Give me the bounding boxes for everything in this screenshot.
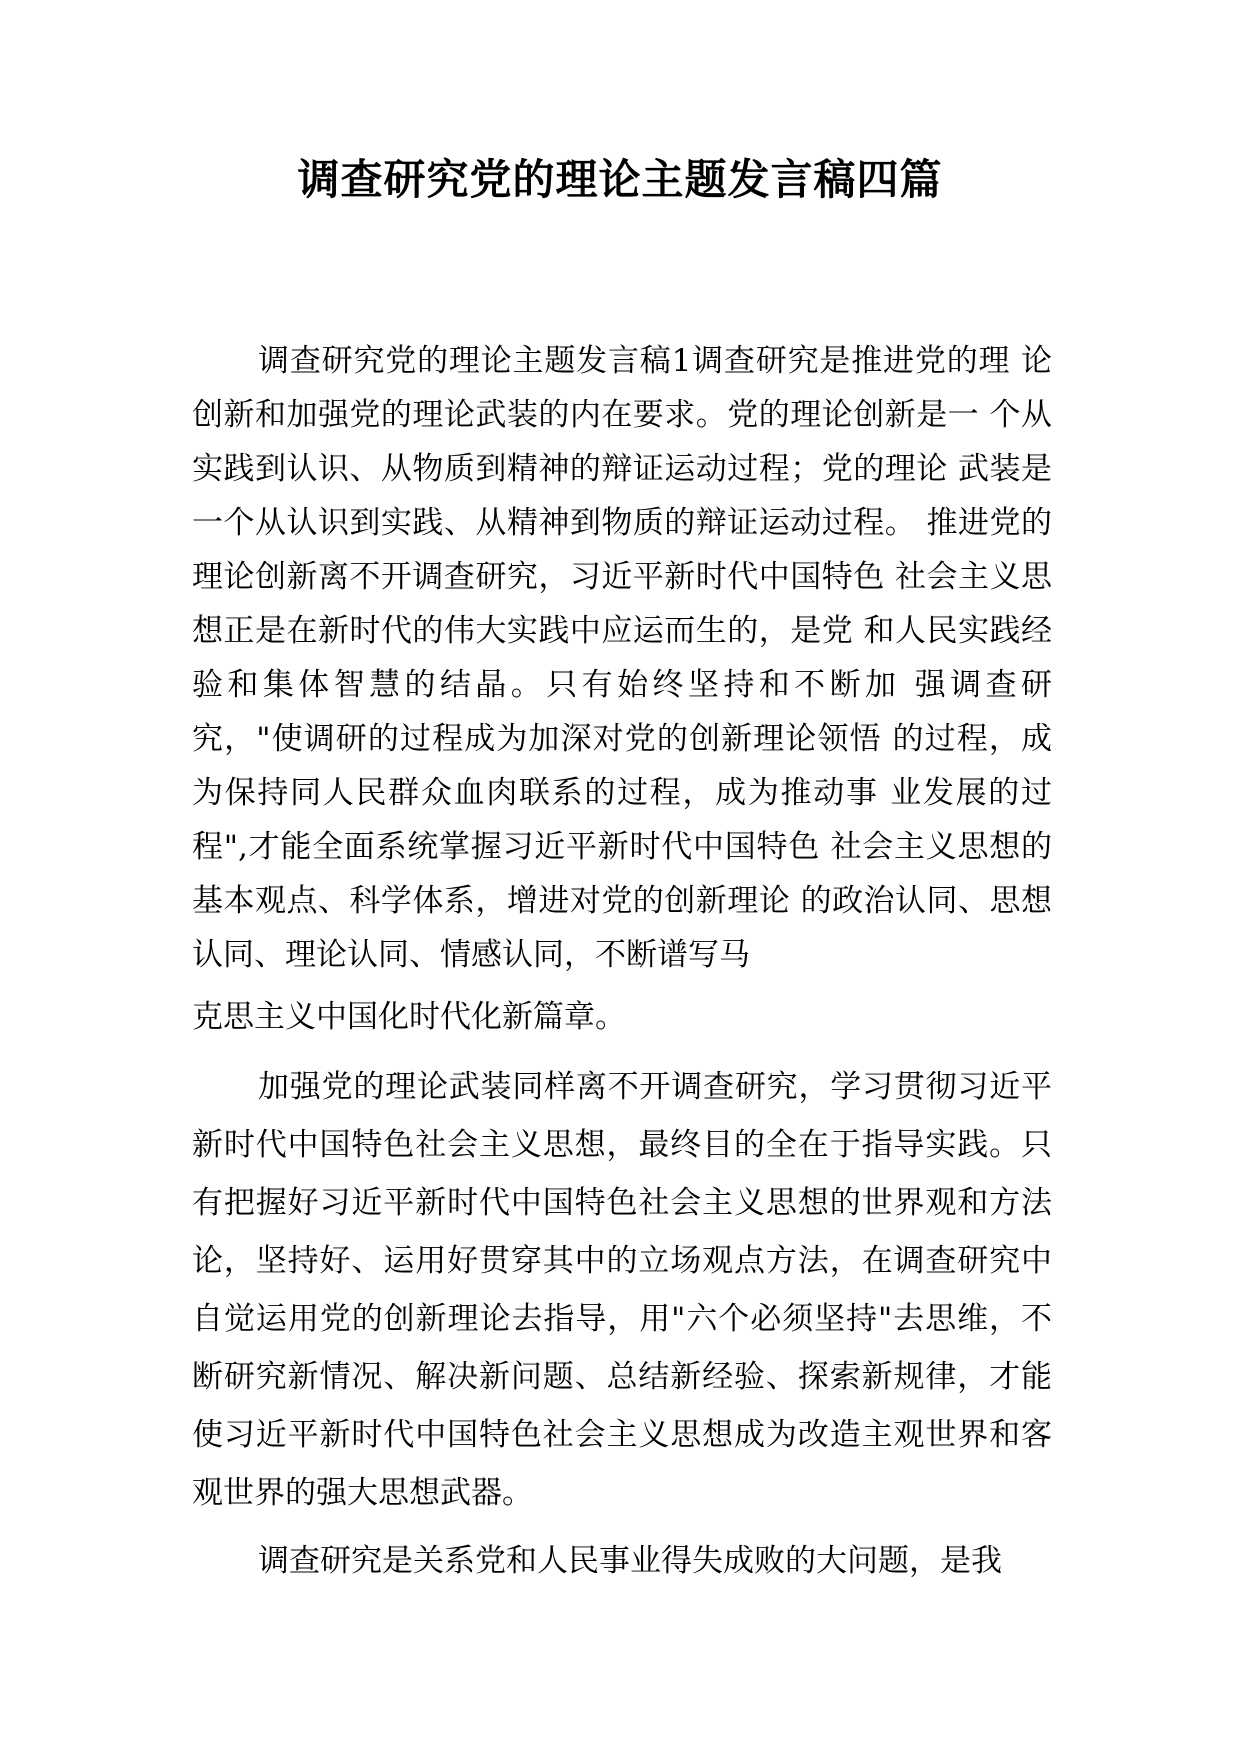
paragraph-1: 调查研究党的理论主题发言稿1调查研究是推进党的理 论创新和加强党的理论武装的内在要求。党的理论创新是一 个从实践到认识、从物质到精神的辩证运动过程；党的理论 武装是一个从认识到实践、从精神到物质的辩证运动过程。 推进党的理论创新离不开调查研究，习近平新时代中国特色 社会主义思想正是在新时代的伟大实践中应运而生的，是党 和人民实践经验和集体智慧的结晶。只有始终坚持和不断加 强调查研究，"使调研的过程成为加深对党的创新理论领悟 的过程，成为保持同人民群众血肉联系的过程，成为推动事 业发展的过程",才能全面系统掌握习近平新时代中国特色 社会主义思想的基本观点、科学体系，增进对党的创新理论 的政治认同、思想认同、理论认同、情感认同，不断谱写马 (192, 343, 1052, 973)
document-title: 调查研究党的理论主题发言稿四篇 (297, 155, 943, 204)
paragraph-3: 调查研究是关系党和人民事业得失成败的大问题，是我 (258, 1543, 1002, 1579)
paragraph-1-continuation: 克思主义中国化时代化新篇章。 (192, 999, 626, 1035)
paragraph-2: 加强党的理论武装同样离不开调查研究，学习贯彻习近平新时代中国特色社会主义思想，最终目的全在于指导实践。只有把握好习近平新时代中国特色社会主义思想的世界观和方法论，坚持好、运用好贯穿其中的立场观点方法，在调查研究中自觉运用党的创新理论去指导，用"六个必须坚持"去思维，不断研究新情况、解决新问题、总结新经验、探索新规律，才能使习近平新时代中国特色社会主义思想成为改造主观世界和客观世界的强大思想武器。 (192, 1069, 1052, 1511)
document-body (192, 334, 1052, 1590)
